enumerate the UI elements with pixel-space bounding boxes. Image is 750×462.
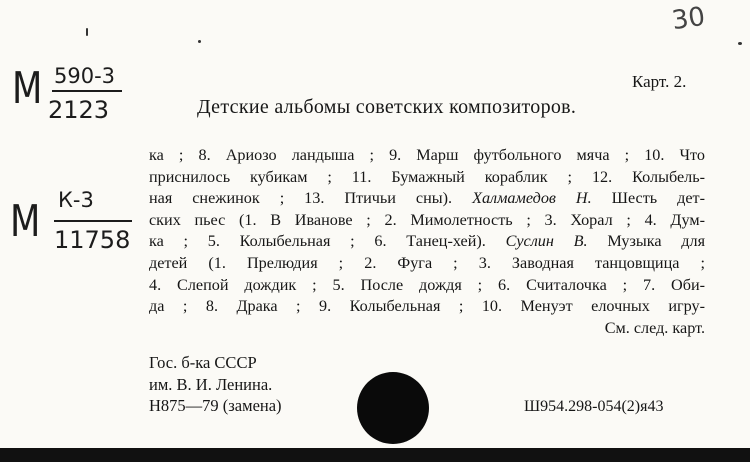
library-line: Гос. б-ка СССР: [149, 353, 257, 372]
card-title: Детские альбомы советских композиторов.: [197, 96, 577, 118]
ink-speck: [86, 28, 88, 36]
library-imprint: [149, 352, 282, 417]
composer-name: Суслин В.: [505, 232, 588, 251]
body-line: [149, 188, 705, 210]
card-bottom-edge: [0, 448, 750, 462]
card-number: Карт. 2.: [632, 72, 687, 91]
body-text-fragment: ка ; 5. Колыбельная ; 6. Танец-хей).: [149, 232, 486, 251]
body-line: 4. Слепой дождик ; 5. После дождя ; 6. Считалочка ; 7. Оби-: [149, 275, 705, 294]
shelf-mark-letter: М: [10, 196, 41, 247]
composer-name: Халмамедов Н.: [472, 189, 592, 208]
body-line: [149, 231, 705, 253]
ink-speck: [198, 40, 201, 43]
body-line: детей (1. Прелюдия ; 2. Фуга ; 3. Заводная танцовщица ;: [149, 253, 705, 272]
shelf-mark-number-bottom: 2123: [48, 96, 110, 124]
shelf-mark-letter: М: [12, 63, 43, 114]
ink-speck: [738, 42, 742, 45]
card-body: [149, 145, 705, 339]
body-line: да ; 8. Драка ; 9. Колыбельная ; 10. Менуэт елочных игру-: [149, 297, 705, 316]
continuation-note: См. след. карт.: [604, 318, 705, 337]
shelf-mark-number-top: 590-3: [54, 64, 116, 88]
handwritten-page-number: 30: [670, 1, 708, 37]
print-code: Ш954.298-054(2)я43: [524, 398, 664, 415]
body-line: ских пьес (1. В Иванове ; 2. Мимолетность ; 3. Хорал ; 4. Дум-: [149, 210, 705, 229]
body-text-fragment: ная снежинок ; 13. Птичьи сны).: [149, 189, 453, 208]
body-text-fragment: Шесть дет-: [611, 189, 706, 208]
library-line: Н875—79 (замена): [149, 396, 282, 415]
shelf-mark-fraction-line: [54, 220, 132, 222]
library-line: им. В. И. Ленина.: [149, 374, 273, 394]
shelf-mark-number-top: К-3: [58, 188, 94, 212]
body-text-fragment: Музыка для: [607, 232, 706, 251]
shelf-mark-fraction-line: [52, 90, 122, 92]
body-line: приснилось кубикам ; 11. Бумажный кораблик ; 12. Колыбель-: [149, 167, 705, 186]
shelf-mark-number-bottom: 11758: [54, 226, 131, 254]
punch-hole: [357, 372, 429, 444]
body-line: ка ; 8. Ариозо ландыша ; 9. Марш футбольного мяча ; 10. Что: [149, 146, 705, 164]
